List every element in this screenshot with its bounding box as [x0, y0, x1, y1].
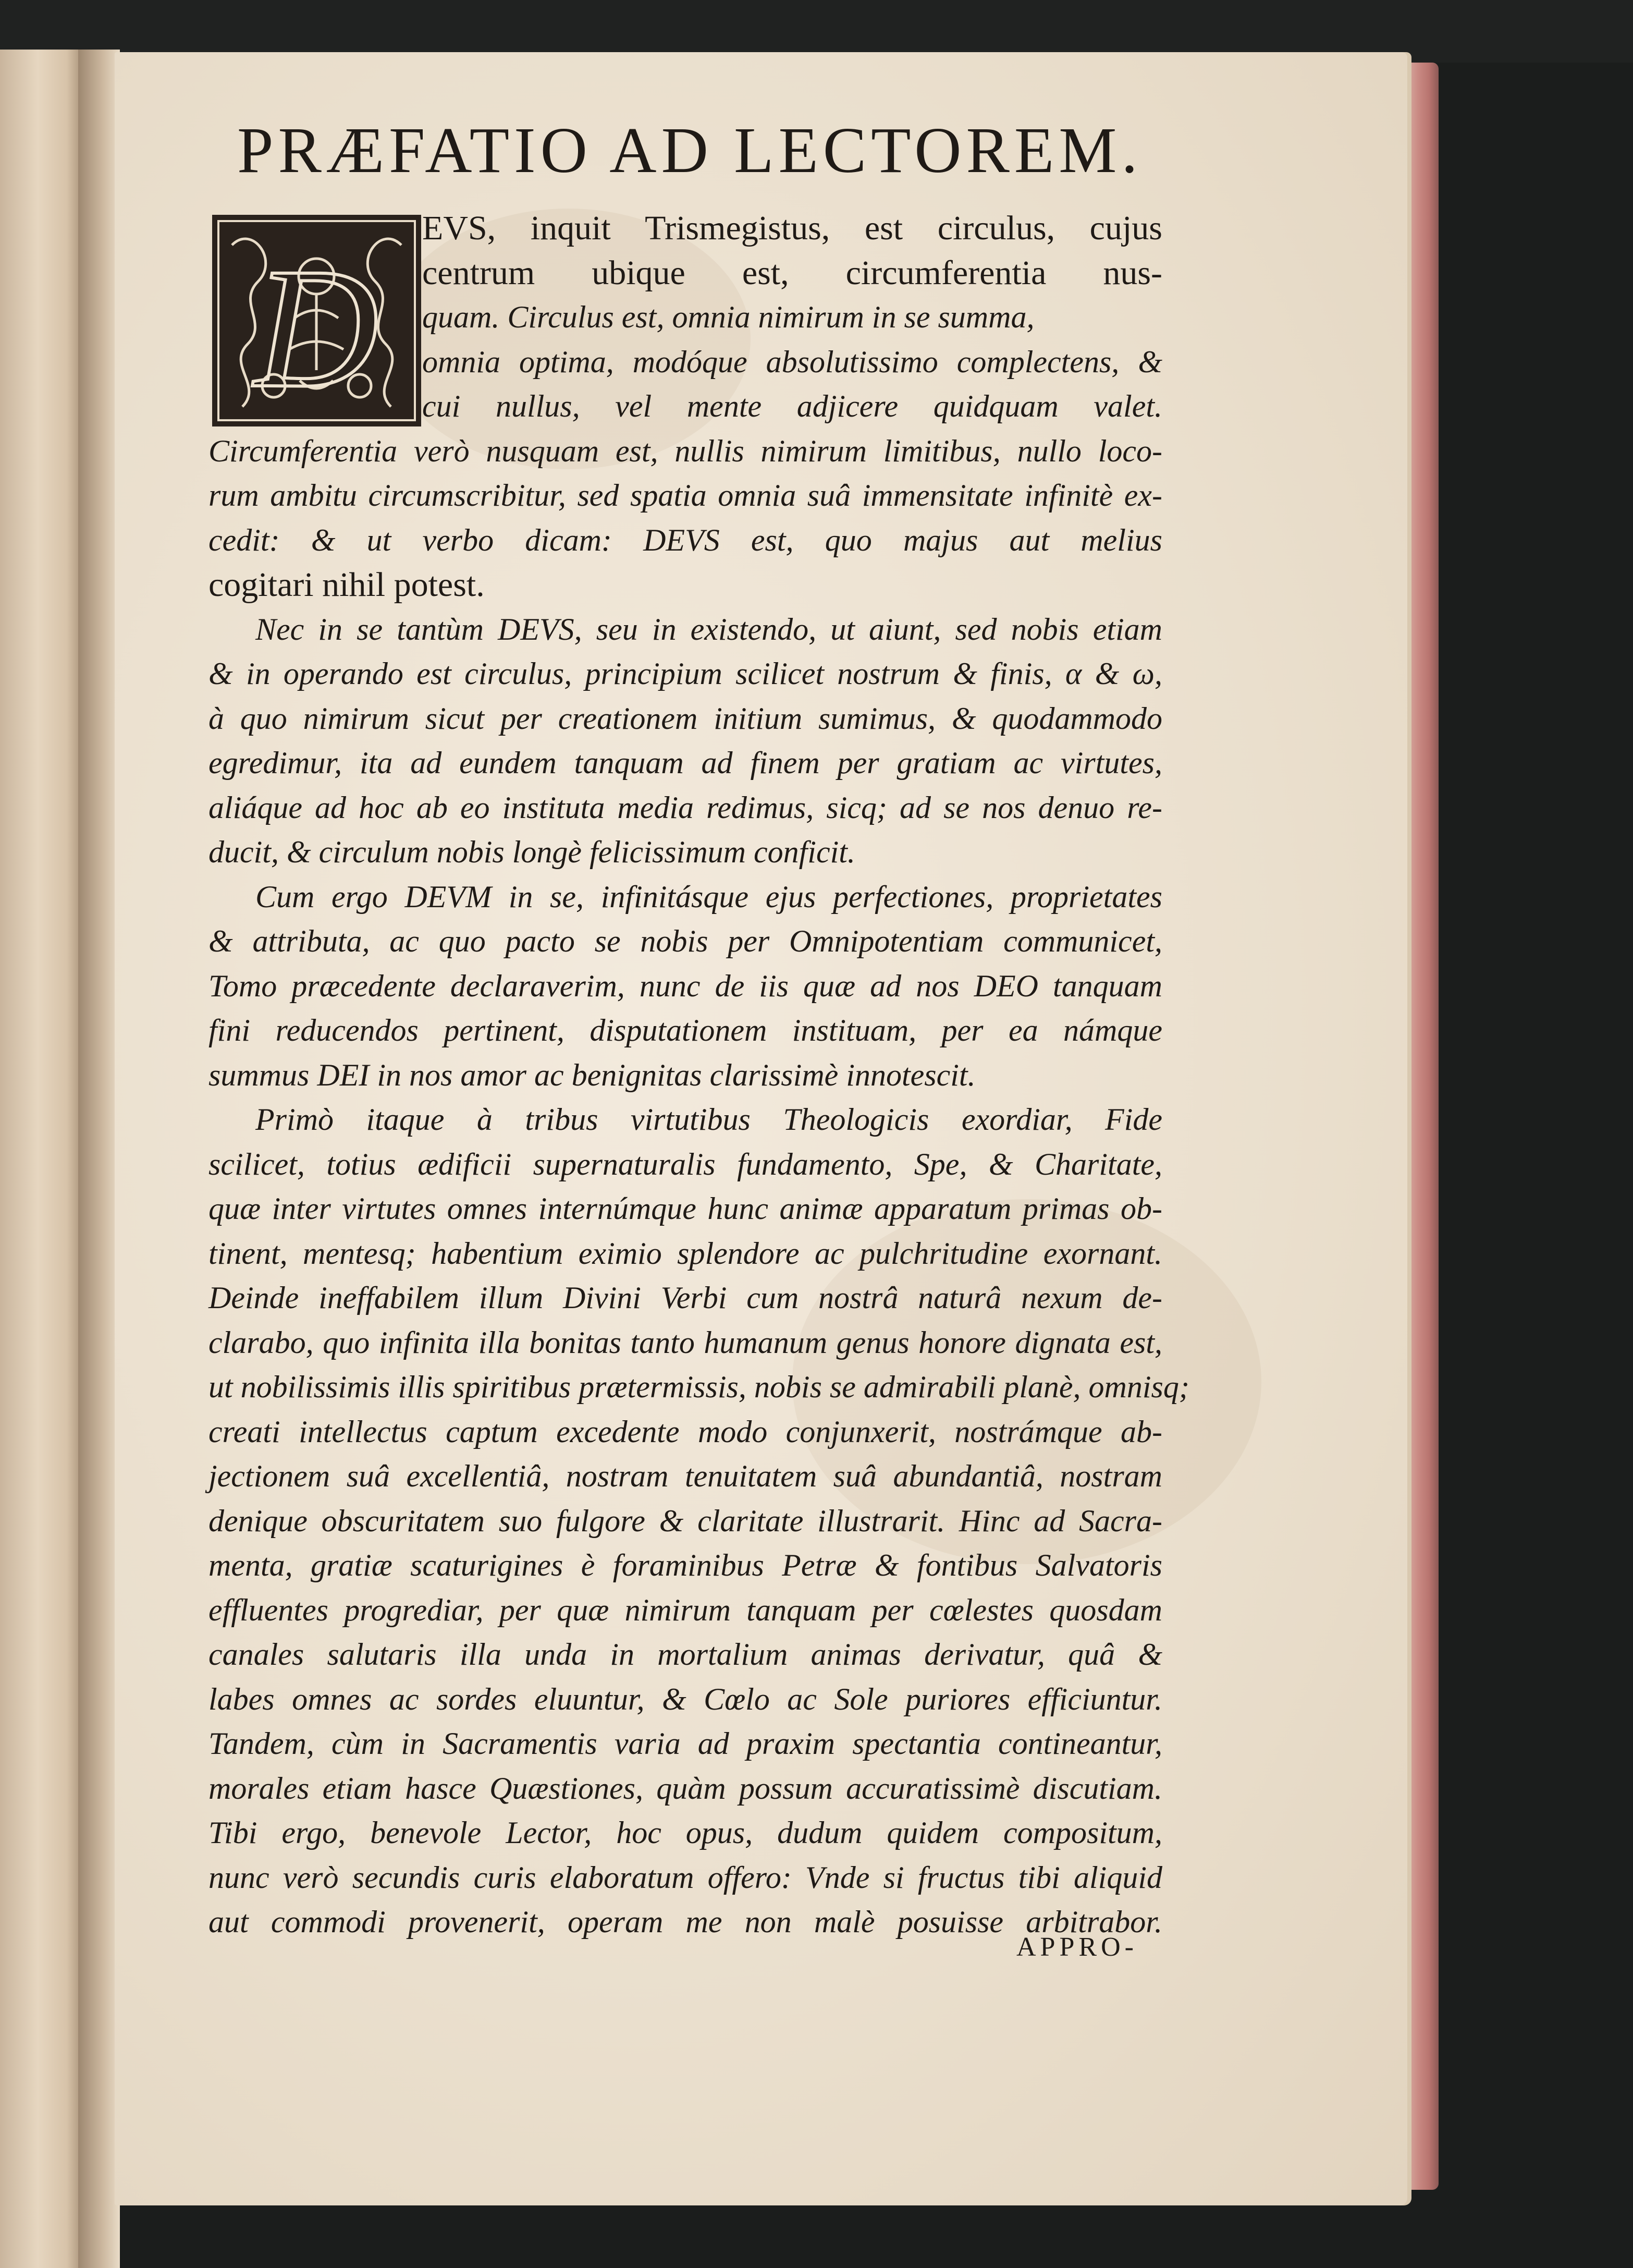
text-line: Cum ergo DEVM in se, infinitásque ejus perfectiones, proprietates — [255, 879, 1162, 914]
text-line: tinent, mentesq; habentium eximio splendore ac pulchritudine exornant. — [208, 1236, 1162, 1271]
text-line: Deinde ineffabilem illum Divini Verbi cum nostrâ naturâ nexum de- — [208, 1281, 1162, 1315]
text-line: cogitari nihil potest. — [208, 566, 485, 604]
text-line: egredimur, ita ad eundem tanquam ad finem per gratiam ac virtutes, — [208, 746, 1162, 780]
text-line: Tibi ergo, benevole Lector, hoc opus, dudum quidem compositum, — [208, 1815, 1162, 1850]
text-line: omnia optima, modóque absolutissimo complectens, & — [422, 344, 1162, 379]
text-line: Nec in se tantùm DEVS, seu in existendo, ut aiunt, sed nobis etiam — [255, 612, 1162, 647]
body-text — [208, 206, 1189, 1945]
text-line: Circumferentia verò nusquam est, nullis nimirum limitibus, nullo loco- — [208, 433, 1162, 468]
text-line: centrum ubique est, circumferentia nus- — [422, 253, 1162, 292]
page-title: PRÆFATIO AD LECTOREM. — [237, 115, 1143, 187]
text-line: Tomo præcedente declaraverim, nunc de iis quæ ad nos DEO tanquam — [208, 968, 1162, 1003]
text-line: morales etiam hasce Quæstiones, quàm possum accuratissimè discutiam. — [208, 1771, 1162, 1806]
text-line: scilicet, totius ædificii supernaturalis fundamento, Spe, & Charitate, — [208, 1147, 1162, 1181]
text-line: aliáque ad hoc ab eo instituta media redimus, sicq; ad se nos denuo re- — [208, 790, 1162, 825]
text-line: menta, gratiæ scaturigines è foraminibus Petræ & fontibus Salvatoris — [208, 1548, 1162, 1582]
text-line: quam. Circulus est, omnia nimirum in se summa, — [422, 300, 1035, 334]
book-gutter — [78, 50, 120, 2268]
svg-text:D: D — [254, 233, 379, 423]
text-line: quæ inter virtutes omnes internúmque hunc animæ apparatum primas ob- — [208, 1191, 1162, 1226]
text-line: effluentes progrediar, per quæ nimirum tanquam per cœlestes quosdam — [208, 1592, 1162, 1627]
text-line: & in operando est circulus, principium scilicet nostrum & finis, α & ω, — [208, 656, 1162, 691]
text-line: ut nobilissimis illis spiritibus prætermissis, nobis se admirabili planè, omnisq; — [208, 1370, 1189, 1404]
text-line: ducit, & circulum nobis longè felicissimum conficit. — [208, 835, 855, 869]
text-line: rum ambitu circumscribitur, sed spatia omnia suâ immensitate infinitè ex- — [208, 478, 1162, 513]
text-line: labes omnes ac sordes eluuntur, & Cœlo ac Sole puriores efficiuntur. — [208, 1681, 1162, 1716]
text-line: & attributa, ac quo pacto se nobis per Omnipotentiam communicet, — [208, 924, 1162, 958]
text-line: EVS, inquit Trismegistus, est circulus, cujus — [422, 209, 1162, 247]
text-line: à quo nimirum sicut per creationem initium sumimus, & quodammodo — [208, 701, 1162, 736]
text-line: denique obscuritatem suo fulgore & claritate illustrarit. Hinc ad Sacra- — [208, 1503, 1162, 1538]
text-line: creati intellectus captum excedente modo conjunxerit, nostrámque ab- — [208, 1414, 1162, 1449]
catchword: APPRO- — [1016, 1932, 1138, 1962]
left-page-edge — [0, 50, 83, 2268]
text-line: nunc verò secundis curis elaboratum offero: Vnde si fructus tibi aliquid — [208, 1860, 1162, 1895]
text-line: cedit: & ut verbo dicam: DEVS est, quo majus aut melius — [208, 522, 1162, 557]
text-line: aut commodi provenerit, operam me non malè posuisse arbitrabor. — [208, 1905, 1162, 1939]
text-line: jectionem suâ excellentiâ, nostram tenuitatem suâ abundantiâ, nostram — [208, 1459, 1162, 1493]
text-line: clarabo, quo infinita illa bonitas tanto humanum genus honore dignata est, — [208, 1325, 1162, 1360]
text-line: fini reducendos pertinent, disputationem instituam, per ea námque — [208, 1013, 1162, 1047]
text-line: cui nullus, vel mente adjicere quidquam valet. — [422, 389, 1162, 423]
page-block-edge — [1407, 63, 1439, 2190]
text-line: canales salutaris illa unda in mortalium animas derivatur, quâ & — [208, 1637, 1162, 1672]
text-line: Primò itaque à tribus virtutibus Theologicis exordiar, Fide — [255, 1102, 1162, 1137]
text-line: summus DEI in nos amor ac benignitas clarissimè innotescit. — [208, 1057, 976, 1092]
text-line: Tandem, cùm in Sacramentis varia ad praxim spectantia contineantur, — [208, 1726, 1162, 1761]
